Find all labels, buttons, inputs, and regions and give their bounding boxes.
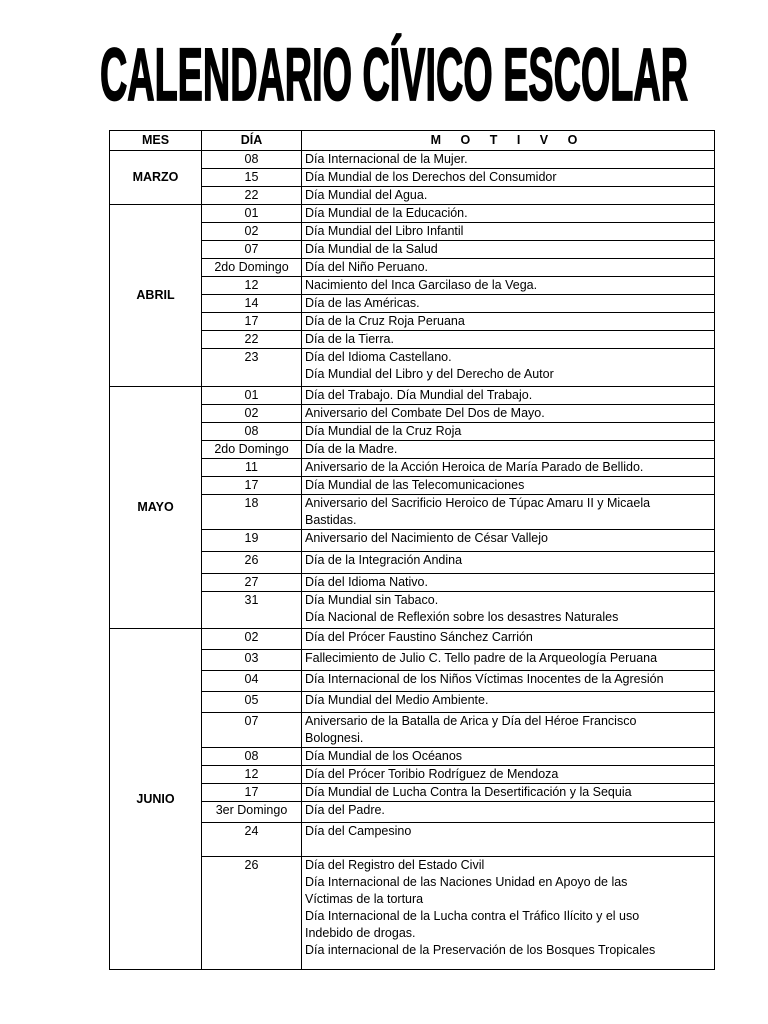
motive-cell — [302, 151, 715, 169]
day-cell: 12 — [202, 277, 302, 295]
day-cell: 08 — [202, 423, 302, 441]
motive-line: Día de las Américas. — [305, 296, 420, 310]
motive-cell — [302, 713, 715, 748]
motive-line: Nacimiento del Inca Garcilaso de la Vega. — [305, 278, 538, 292]
motive-line: Aniversario del Nacimiento de César Vallejo — [305, 531, 548, 545]
table-row — [110, 205, 715, 223]
motive-cell — [302, 574, 715, 592]
month-cell: MARZO — [110, 151, 202, 205]
month-cell: ABRIL — [110, 205, 202, 387]
day-cell: 26 — [202, 857, 302, 970]
motive-line: Día internacional de la Preservación de los Bosques Tropicales — [305, 943, 656, 957]
motive-cell — [302, 802, 715, 823]
day-cell: 04 — [202, 671, 302, 692]
motive-cell — [302, 169, 715, 187]
motive-cell — [302, 459, 715, 477]
motive-line: Día Mundial sin Tabaco. — [305, 593, 439, 607]
motive-cell — [302, 295, 715, 313]
motive-line: Día Mundial de los Derechos del Consumidor — [305, 170, 557, 184]
motive-cell — [302, 784, 715, 802]
motive-line: Día del Prócer Faustino Sánchez Carrión — [305, 630, 533, 644]
motive-cell — [302, 592, 715, 629]
motive-line: Indebido de drogas. — [305, 926, 416, 940]
day-cell: 17 — [202, 313, 302, 331]
motive-cell — [302, 495, 715, 530]
title-text: CALENDARIO CÍVICO ESCOLAR — [100, 32, 689, 117]
motive-line: Día Internacional de los Niños Víctimas Inocentes de la Agresión — [305, 672, 664, 686]
day-cell: 3er Domingo — [202, 802, 302, 823]
day-cell: 2do Domingo — [202, 259, 302, 277]
day-cell: 26 — [202, 552, 302, 574]
day-cell: 2do Domingo — [202, 441, 302, 459]
day-cell: 22 — [202, 331, 302, 349]
day-cell: 07 — [202, 241, 302, 259]
motive-line: Día Internacional de la Lucha contra el Tráfico Ilícito y el uso — [305, 909, 640, 923]
motive-cell — [302, 277, 715, 295]
day-cell: 02 — [202, 629, 302, 650]
day-cell: 14 — [202, 295, 302, 313]
day-cell: 01 — [202, 205, 302, 223]
header-motivo: M O T I V O — [302, 131, 715, 151]
day-cell: 15 — [202, 169, 302, 187]
day-cell: 02 — [202, 223, 302, 241]
day-cell: 12 — [202, 766, 302, 784]
motive-line: Víctimas de la tortura — [305, 892, 424, 906]
motive-cell — [302, 223, 715, 241]
motive-cell — [302, 671, 715, 692]
day-cell: 23 — [202, 349, 302, 387]
table-row — [110, 151, 715, 169]
motive-cell — [302, 823, 715, 857]
motive-cell — [302, 241, 715, 259]
motive-line: Día de la Cruz Roja Peruana — [305, 314, 465, 328]
page-title — [0, 0, 768, 125]
motive-line: Día Mundial de la Cruz Roja — [305, 424, 462, 438]
day-cell: 07 — [202, 713, 302, 748]
day-cell: 03 — [202, 650, 302, 671]
day-cell: 24 — [202, 823, 302, 857]
month-cell: JUNIO — [110, 629, 202, 970]
motive-line: Bastidas. — [305, 513, 357, 527]
day-cell: 31 — [202, 592, 302, 629]
motive-line: Día Mundial de la Educación. — [305, 206, 468, 220]
motive-cell — [302, 477, 715, 495]
motive-line: Día Mundial de los Océanos — [305, 749, 463, 763]
motive-cell — [302, 423, 715, 441]
motive-line: Día Internacional de la Mujer. — [305, 152, 468, 166]
day-cell: 01 — [202, 387, 302, 405]
motive-line: Fallecimiento de Julio C. Tello padre de la Arqueología Peruana — [305, 651, 658, 665]
motive-line: Día Internacional de las Naciones Unidad en Apoyo de las — [305, 875, 628, 889]
motive-cell — [302, 349, 715, 387]
motive-cell — [302, 331, 715, 349]
motive-cell — [302, 405, 715, 423]
header-mes: MES — [110, 131, 202, 151]
calendar-table — [109, 130, 715, 970]
day-cell: 27 — [202, 574, 302, 592]
motive-line: Día de la Tierra. — [305, 332, 394, 346]
motive-line: Día del Idioma Castellano. — [305, 350, 452, 364]
day-cell: 18 — [202, 495, 302, 530]
motive-line: Día Mundial del Medio Ambiente. — [305, 693, 489, 707]
motive-line: Día del Campesino — [305, 824, 412, 838]
motive-line: Día Mundial del Libro y del Derecho de Autor — [305, 367, 554, 381]
motive-line: Día Mundial del Libro Infantil — [305, 224, 464, 238]
motive-cell — [302, 387, 715, 405]
motive-line: Aniversario del Sacrificio Heroico de Túpac Amaru II y Micaela — [305, 496, 651, 510]
motive-cell — [302, 441, 715, 459]
header-dia: DÍA — [202, 131, 302, 151]
motive-line: Día del Prócer Toribio Rodríguez de Mendoza — [305, 767, 559, 781]
month-cell: MAYO — [110, 387, 202, 629]
motive-cell — [302, 766, 715, 784]
motive-line: Día Mundial de la Salud — [305, 242, 438, 256]
motive-cell — [302, 629, 715, 650]
motive-cell — [302, 313, 715, 331]
motive-line: Día Nacional de Reflexión sobre los desastres Naturales — [305, 610, 619, 624]
motive-line: Día del Idioma Nativo. — [305, 575, 428, 589]
motive-line: Aniversario del Combate Del Dos de Mayo. — [305, 406, 545, 420]
motive-cell — [302, 552, 715, 574]
day-cell: 08 — [202, 748, 302, 766]
day-cell: 08 — [202, 151, 302, 169]
table-row — [110, 629, 715, 650]
motive-line: Día del Trabajo. Día Mundial del Trabajo. — [305, 388, 533, 402]
motive-line: Día Mundial de las Telecomunicaciones — [305, 478, 525, 492]
motive-cell — [302, 650, 715, 671]
day-cell: 02 — [202, 405, 302, 423]
motive-line: Día del Padre. — [305, 803, 385, 817]
motive-line: Día Mundial del Agua. — [305, 188, 428, 202]
motive-line: Aniversario de la Acción Heroica de María Parado de Bellido. — [305, 460, 644, 474]
motive-cell — [302, 259, 715, 277]
header-row — [110, 131, 715, 151]
motive-line: Día Mundial de Lucha Contra la Desertificación y la Sequia — [305, 785, 632, 799]
day-cell: 17 — [202, 784, 302, 802]
motive-cell — [302, 530, 715, 552]
day-cell: 17 — [202, 477, 302, 495]
motive-cell — [302, 748, 715, 766]
motive-cell — [302, 205, 715, 223]
motive-line: Día de la Integración Andina — [305, 553, 463, 567]
motive-line: Día de la Madre. — [305, 442, 398, 456]
motive-line: Bolognesi. — [305, 731, 364, 745]
motive-cell — [302, 692, 715, 713]
day-cell: 22 — [202, 187, 302, 205]
motive-line: Día del Registro del Estado Civil — [305, 858, 485, 872]
day-cell: 11 — [202, 459, 302, 477]
motive-line: Día del Niño Peruano. — [305, 260, 428, 274]
table-row — [110, 387, 715, 405]
day-cell: 05 — [202, 692, 302, 713]
motive-line: Aniversario de la Batalla de Arica y Día del Héroe Francisco — [305, 714, 637, 728]
motive-cell — [302, 857, 715, 970]
motive-cell — [302, 187, 715, 205]
day-cell: 19 — [202, 530, 302, 552]
